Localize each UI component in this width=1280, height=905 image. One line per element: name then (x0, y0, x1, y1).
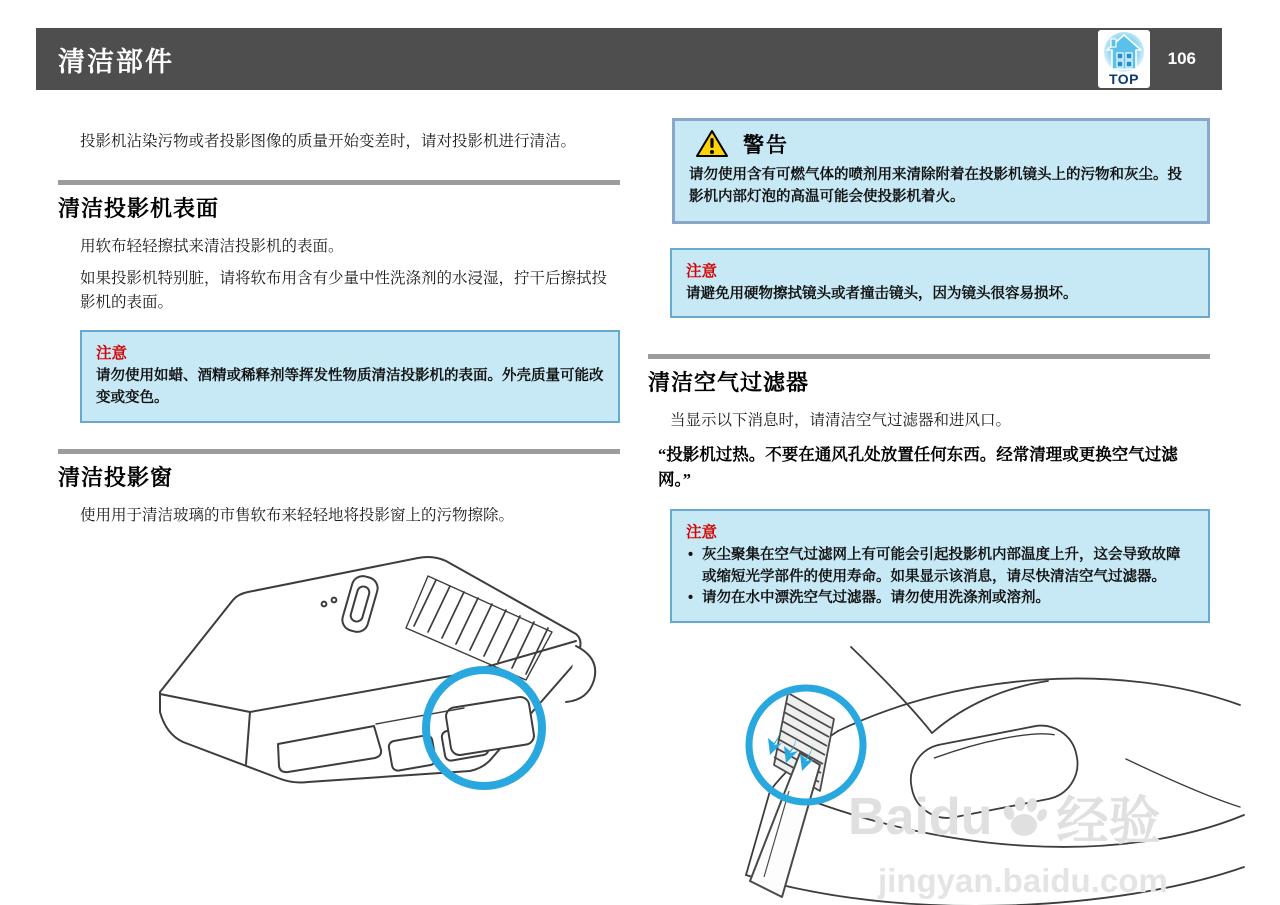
section-rule (58, 449, 620, 454)
section-rule (58, 180, 620, 185)
section-heading-filter (648, 354, 1210, 397)
section-rule (648, 354, 1210, 359)
attention-box-surface (80, 330, 620, 423)
watermark-brand: Baidu (848, 787, 993, 846)
attention-label: 注意 (686, 523, 718, 541)
attention-label: 注意 (96, 345, 128, 363)
section-heading-window (58, 449, 620, 492)
filter-cleaning-illustration (688, 639, 1210, 905)
page-number: 106 (1167, 49, 1196, 68)
section-heading-surface (58, 180, 620, 223)
attention-box-filter (670, 509, 1210, 623)
watermark-url: jingyan.baidu.com (878, 862, 1168, 900)
attention-text: 请勿使用如蜡、酒精或稀释剂等挥发性物质清洁投影机的表面。外壳质量可能改变或变色。 (96, 368, 604, 406)
top-button-label: TOP (1108, 71, 1140, 87)
page-header (36, 28, 1222, 90)
overheat-message: “投影机过热。不要在通风孔处放置任何东西。经常清理或更换空气过滤网。” (658, 445, 1178, 490)
top-button[interactable] (1098, 30, 1150, 88)
left-column (58, 120, 620, 815)
vacuum-drawing (688, 639, 1248, 905)
page-title: 清洁部件 (58, 46, 174, 77)
attention-bullet: • 请勿在水中漂洗空气过滤器。请勿使用洗涤剂或溶剂。 (686, 588, 1194, 610)
surface-paragraph-2: 如果投影机特别脏，请将软布用含有少量中性洗涤剂的水浸湿，拧干后擦拭投影机的表面。 (80, 270, 608, 312)
warning-box (672, 118, 1210, 224)
section-title-window: 清洁投影窗 (58, 464, 174, 490)
warning-label: 警告 (743, 134, 789, 157)
surface-paragraph-1: 用软布轻轻擦拭来清洁投影机的表面。 (80, 238, 344, 256)
right-column (648, 118, 1210, 905)
section-title-filter: 清洁空气过滤器 (648, 370, 810, 396)
home-icon (1101, 31, 1147, 75)
warning-text: 请勿使用含有可燃气体的喷剂用来清除附着在投影机镜头上的污物和灰尘。投影机内部灯泡的高温可能会使投影机着火。 (689, 167, 1182, 205)
intro-paragraph: 投影机沾染污物或者投影图像的质量开始变差时，请对投影机进行清洁。 (80, 133, 577, 150)
attention-box-lens (670, 248, 1210, 319)
attention-bullet: • 灰尘聚集在空气过滤网上有可能会引起投影机内部温度上升，这会导致故障或缩短光学部件的使用寿命。如果显示该消息，请尽快清洁空气过滤器。 (686, 545, 1194, 589)
section-title-surface: 清洁投影机表面 (58, 196, 220, 222)
window-paragraph-1: 使用用于清洁玻璃的市售软布来轻轻地将投影窗上的污物擦除。 (80, 506, 515, 524)
warning-triangle-icon (695, 129, 729, 159)
attention-text: 请避免用硬物擦拭镜头或者撞击镜头，因为镜头很容易损坏。 (686, 285, 1078, 302)
attention-bullet-list (686, 545, 1194, 610)
projector-illustration (128, 542, 620, 815)
attention-label: 注意 (686, 262, 718, 280)
filter-paragraph-1: 当显示以下消息时，请清洁空气过滤器和进风口。 (670, 412, 1012, 430)
warning-heading (695, 129, 1193, 159)
projector-drawing (128, 542, 608, 810)
watermark-brand-cn: 经验 (1056, 793, 1161, 852)
